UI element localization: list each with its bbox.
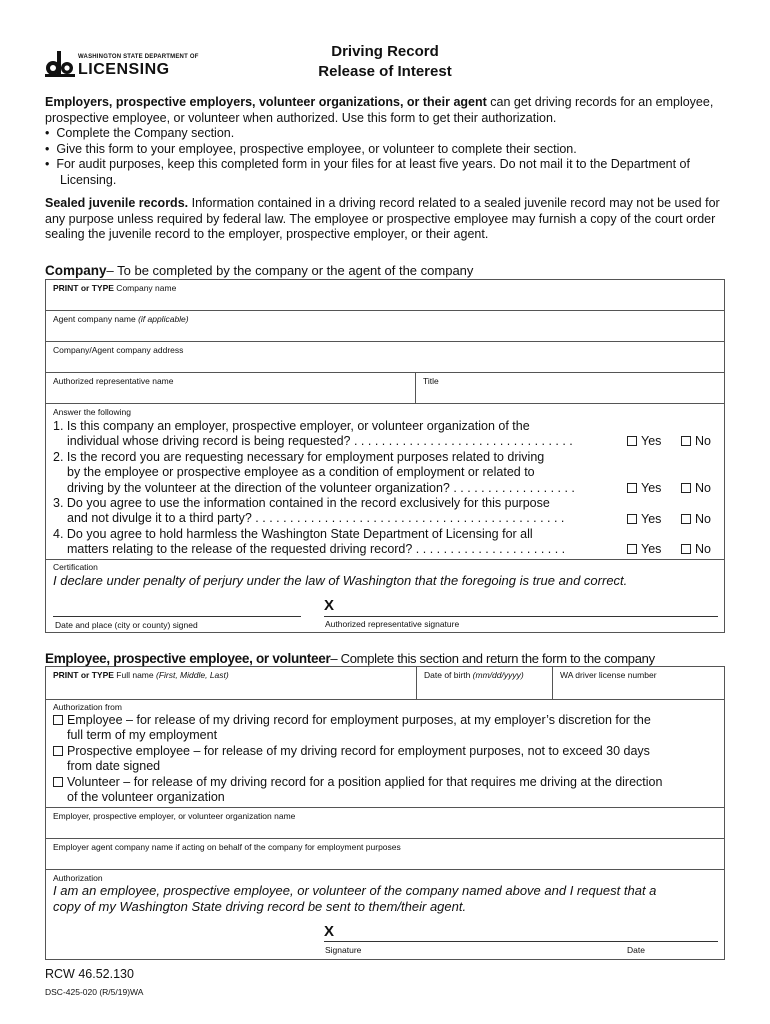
employer-name-field[interactable]: [45, 807, 725, 839]
agency-top-line: WASHINGTON STATE DEPARTMENT OF: [78, 54, 199, 60]
checkbox-icon: [681, 544, 691, 554]
company-address-field[interactable]: [45, 341, 725, 373]
form-number: DSC-425-020 (R/5/19)WA: [45, 987, 144, 997]
date-label: Date: [627, 945, 645, 955]
employee-sign-x: X: [324, 923, 335, 940]
date-of-birth-field[interactable]: [416, 666, 553, 700]
authorization-label: Authorization: [53, 873, 103, 883]
q4-yes-checkbox[interactable]: Yes: [627, 542, 661, 556]
authorized-rep-signature-field[interactable]: [340, 598, 718, 616]
company-name-field[interactable]: [45, 279, 725, 311]
sealed-paragraph: [45, 196, 735, 243]
rep-title-label: Title: [423, 376, 439, 386]
agent-company-label: Agent company name (if applicable): [53, 314, 189, 324]
q2-yes-checkbox[interactable]: Yes: [627, 481, 661, 495]
checkbox-icon: [681, 514, 691, 524]
form-title-line2: Release of Interest: [318, 63, 452, 80]
employee-full-name-field[interactable]: [45, 666, 417, 700]
certification-label: Certification: [53, 562, 98, 572]
checkbox-icon: [53, 715, 63, 725]
rep-signature-line: [324, 616, 718, 617]
authorized-rep-name-field[interactable]: [45, 372, 416, 404]
q1-no-checkbox[interactable]: No: [681, 434, 711, 448]
option-employee[interactable]: Employee – for release of my driving record for employment purposes, at my employer’s discretion for the full term of my employment: [53, 713, 651, 744]
intro-rest: can get driving records for an employee, prospective employee, or volunteer when authorized. Use this form to get their authorization.: [45, 95, 714, 125]
company-sign-x: X: [324, 597, 335, 614]
form-title-line1: Driving Record: [331, 43, 439, 60]
rcw-reference: RCW 46.52.130: [45, 967, 134, 981]
employer-agent-label: Employer agent company name if acting on behalf of the company for employment purposes: [53, 842, 401, 852]
q3-yes-checkbox[interactable]: Yes: [627, 512, 661, 526]
company-name-label: PRINT or TYPE Company name: [53, 283, 177, 293]
date-place-label: Date and place (city or county) signed: [55, 620, 198, 630]
intro-bullets: [45, 126, 735, 188]
employee-signature-line: [324, 941, 718, 942]
list-item: • Give this form to your employee, prospective employee, or volunteer to complete their section.: [45, 141, 577, 156]
agency-name: LICENSING: [78, 61, 170, 78]
checkbox-icon: [53, 746, 63, 756]
employer-name-label: Employer, prospective employer, or volunteer organization name: [53, 811, 296, 821]
authorized-rep-label: Authorized representative name: [53, 376, 174, 386]
full-name-label: PRINT or TYPE Full name (First, Middle, Last): [53, 670, 229, 680]
employee-signature-field[interactable]: [340, 924, 718, 942]
agent-company-name-field[interactable]: [45, 310, 725, 342]
wa-license-number-field[interactable]: [552, 666, 725, 700]
intro-paragraph: [45, 95, 735, 126]
checkbox-icon: [627, 514, 637, 524]
company-section-heading: Company– To be completed by the company or the agent of the company: [45, 263, 474, 278]
rep-title-field[interactable]: [415, 372, 725, 404]
q1-yes-checkbox[interactable]: Yes: [627, 434, 661, 448]
question-2: 2. Is the record you are requesting necessary for employment purposes related to driving by the employee or prospective employee as a condition of employment or related to driving by the volunteer at the direction of the volunteer organization? . . . . . . . . . . . . . . . . . .: [53, 450, 575, 495]
q3-no-checkbox[interactable]: No: [681, 512, 711, 526]
rep-signature-label: Authorized representative signature: [325, 619, 460, 629]
license-label: WA driver license number: [560, 670, 657, 680]
question-4: 4. Do you agree to hold harmless the Washington State Department of Licensing for all matters relating to the release of the requested driving record? . . . . . . . . . . . . . . . . . . . . . .: [53, 527, 566, 557]
checkbox-icon: [627, 544, 637, 554]
authorization-from-label: Authorization from: [53, 702, 122, 712]
question-3: 3. Do you agree to use the information contained in the record exclusively for this purpose and not divulge it to a third party? . . . . . . . . . . . . . . . . . . . . . . . . . . . . . . . . . . . . . . . . . . . . .: [53, 496, 565, 526]
answer-label: Answer the following: [53, 407, 131, 417]
checkbox-icon: [681, 436, 691, 446]
certification-declaration: I declare under penalty of perjury under the law of Washington that the foregoing is true and correct.: [53, 573, 628, 588]
sealed-bold: Sealed juvenile records.: [45, 196, 189, 210]
option-volunteer[interactable]: Volunteer – for release of my driving record for a position applied for that requires me driving at the direction of the volunteer organization: [53, 775, 662, 806]
dob-label: Date of birth (mm/dd/yyyy): [424, 670, 524, 680]
signature-label: Signature: [325, 945, 362, 955]
q4-no-checkbox[interactable]: No: [681, 542, 711, 556]
list-item: • Complete the Company section.: [45, 126, 235, 140]
date-place-signed-field[interactable]: [53, 598, 301, 616]
option-prospective-employee[interactable]: Prospective employee – for release of my driving record for employment purposes, not to exceed 30 days from date signed: [53, 744, 650, 775]
checkbox-icon: [627, 436, 637, 446]
checkbox-icon: [627, 483, 637, 493]
company-address-label: Company/Agent company address: [53, 345, 184, 355]
q2-no-checkbox[interactable]: No: [681, 481, 711, 495]
employee-section-heading: Employee, prospective employee, or volunteer– Complete this section and return the form to the company: [45, 651, 655, 666]
list-item: • For audit purposes, keep this completed form in your files for at least five years. Do not mail it to the Department of Licensing.: [45, 157, 690, 187]
authorization-text: I am an employee, prospective employee, or volunteer of the company named above and I request that a copy of my Washington State driving record be sent to them/their agent.: [53, 883, 657, 914]
intro-bold: Employers, prospective employers, volunteer organizations, or their agent: [45, 95, 487, 109]
checkbox-icon: [53, 777, 63, 787]
sealed-rest: Information contained in a driving record related to a sealed juvenile record may not be used for any purpose unless required by federal law. The employee or prospective employee may furnish a copy of the court order sealing the juvenile record to the employer, prospective employer, or their agent.: [45, 196, 720, 241]
date-place-line: [53, 616, 301, 617]
checkbox-icon: [681, 483, 691, 493]
question-1: 1. Is this company an employer, prospective employer, or volunteer organization of the individual whose driving record is being requested? . . . . . . . . . . . . . . . . . . . . . . . . . . . . . . . .: [53, 419, 573, 449]
employer-agent-name-field[interactable]: [45, 838, 725, 870]
